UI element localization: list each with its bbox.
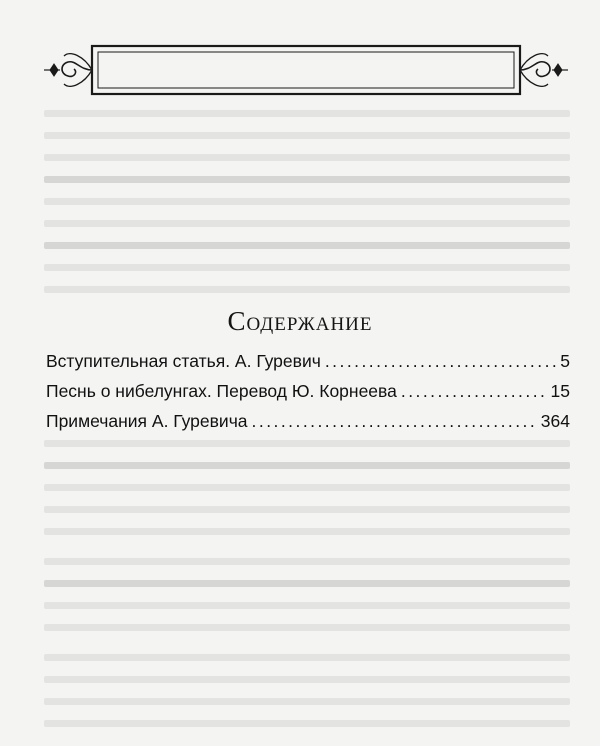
page-title: Содержание (227, 306, 373, 336)
toc-entry-page: 5 (560, 351, 570, 371)
toc-entry-label: Песнь о нибелунгах. Перевод Ю. Корнеева (46, 381, 397, 401)
toc-entry-page: 15 (550, 381, 570, 401)
leader-dots (252, 406, 537, 436)
toc-entry-page: 364 (540, 411, 570, 431)
toc-entry[interactable] (46, 376, 570, 406)
leader-dots (325, 346, 556, 376)
header-ornament-frame (40, 40, 572, 100)
toc-entry[interactable] (46, 406, 570, 436)
toc-entry-label: Примечания А. Гуревича (46, 411, 248, 431)
table-of-contents (46, 346, 570, 436)
toc-entry[interactable] (46, 346, 570, 376)
leader-dots (401, 376, 547, 406)
toc-entry-label: Вступительная статья. А. Гуревич (46, 351, 321, 371)
